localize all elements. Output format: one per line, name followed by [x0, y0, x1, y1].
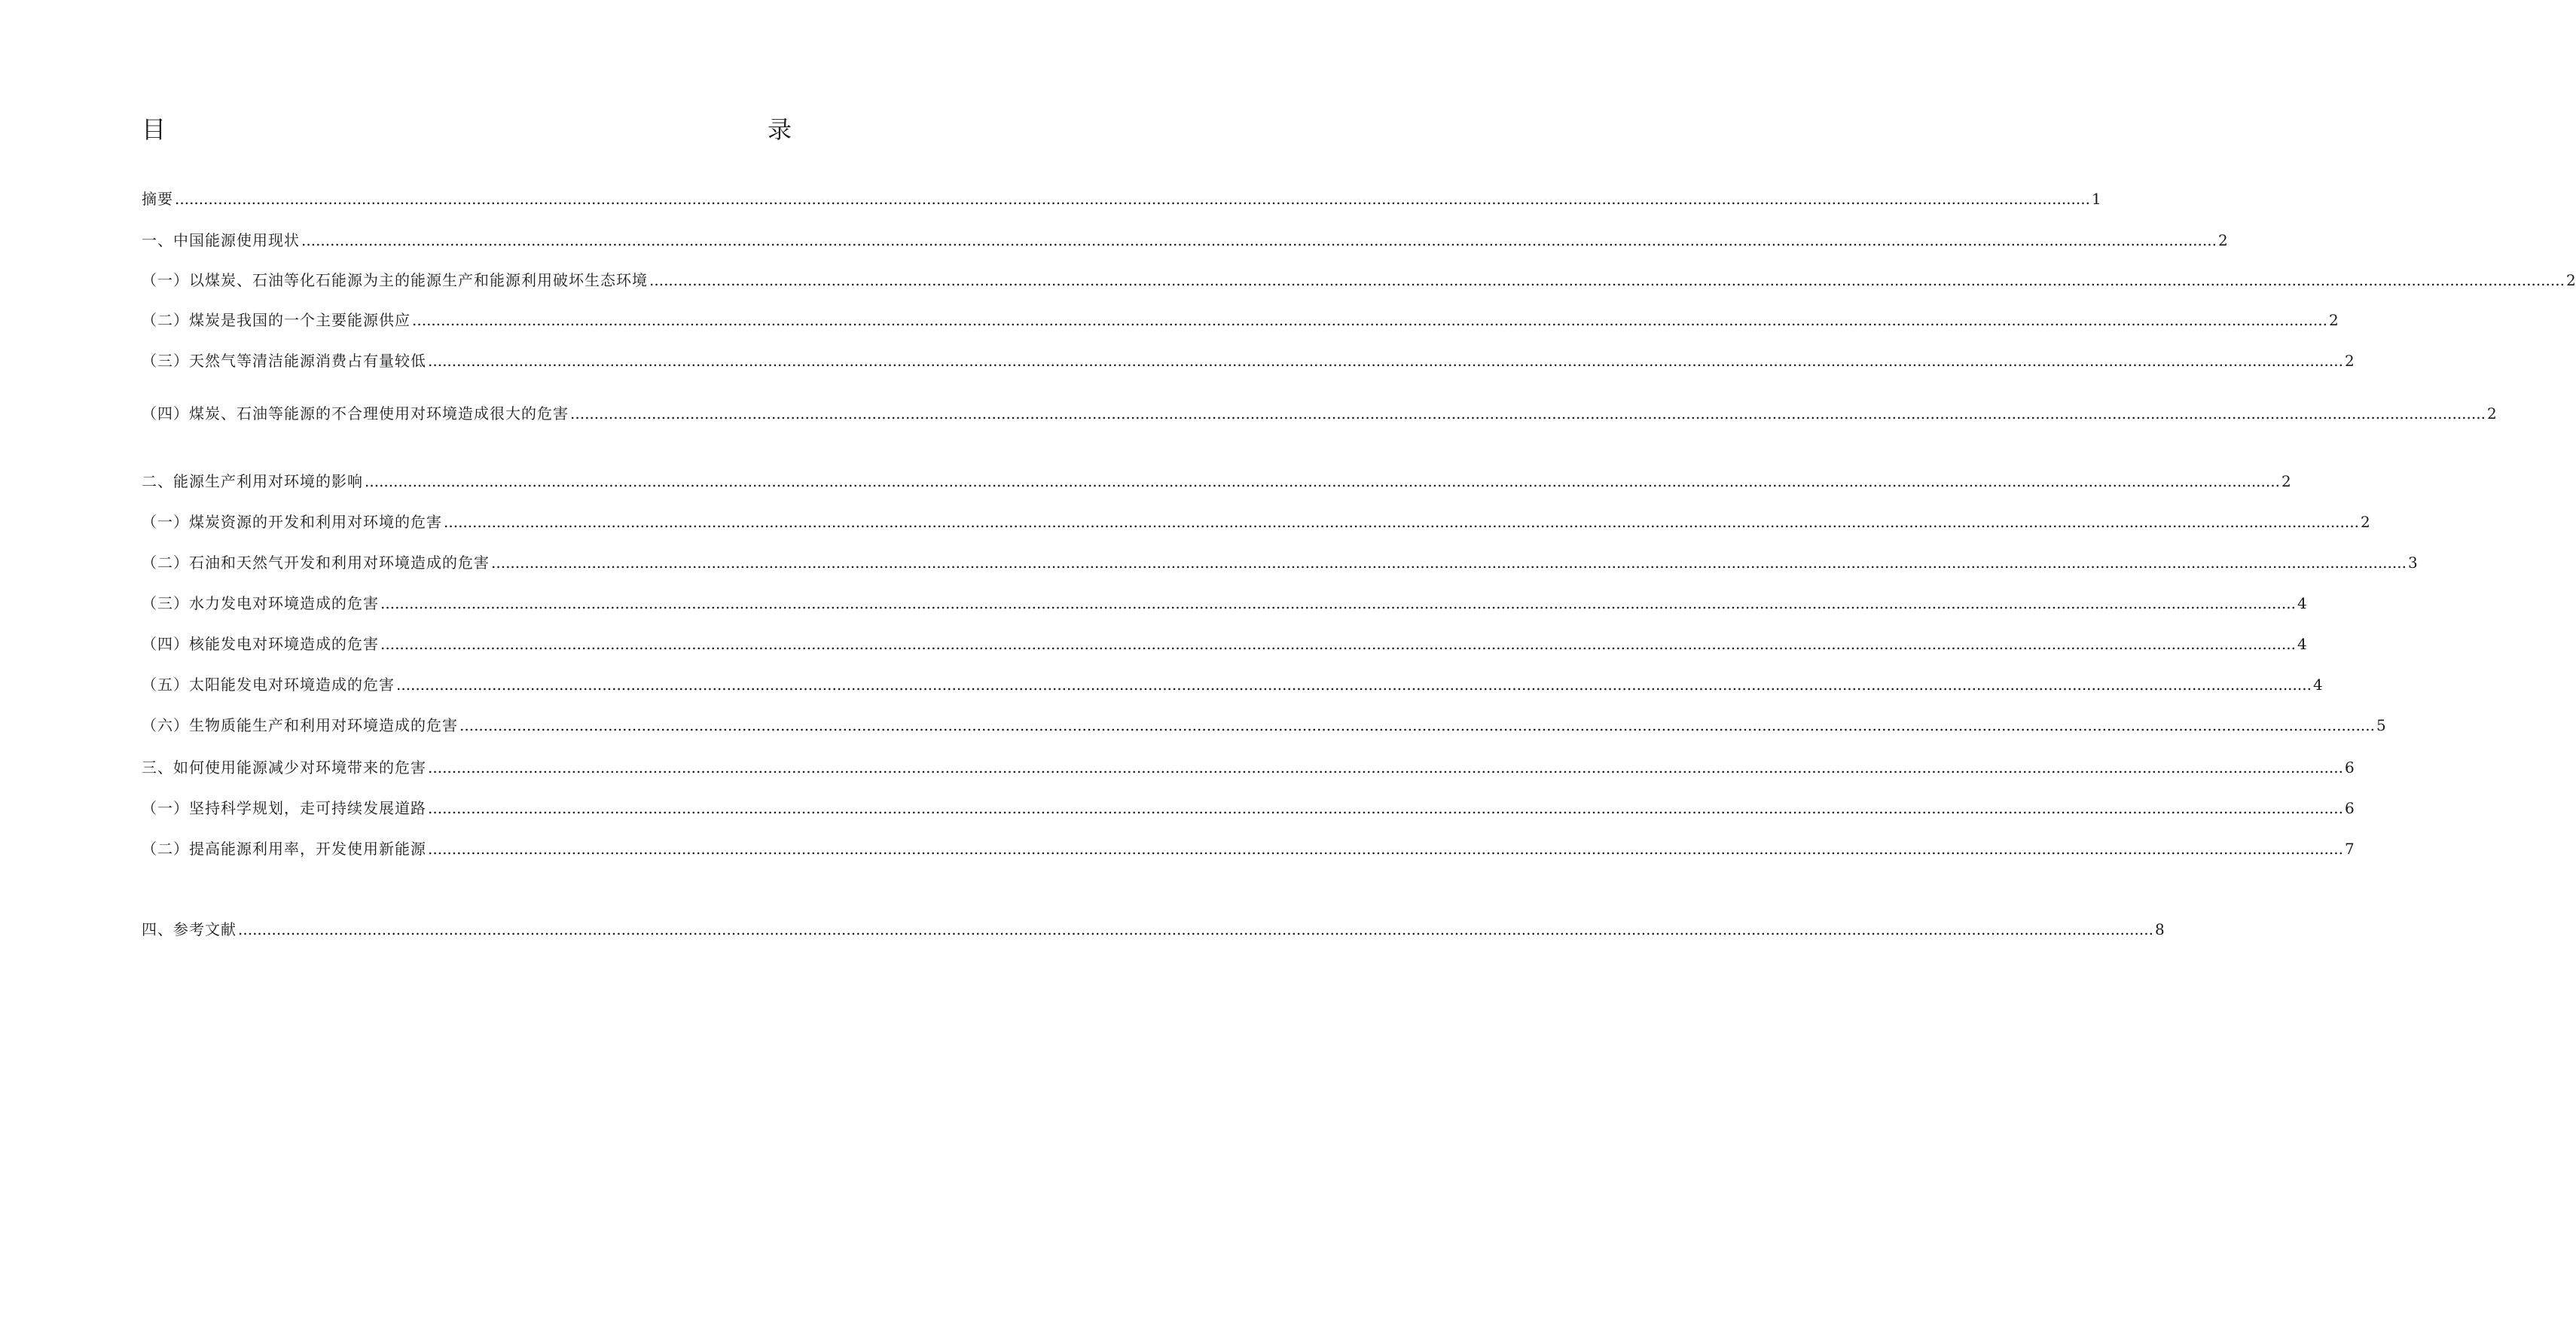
dot-leader: ................................................................................................................................................................................................................................................................................................................................................................................................................	[428, 352, 2343, 370]
toc-entry-abstract[interactable]	[142, 188, 2101, 210]
dot-leader: ................................................................................................................................................................................................................................................................................................................................................................................................................	[428, 758, 2343, 776]
toc-entry-label: （一）煤炭资源的开发和利用对环境的危害	[142, 513, 442, 531]
toc-entry-section-1[interactable]	[142, 229, 2228, 252]
toc-page-number: 3	[2407, 554, 2418, 572]
toc-entry-section-1-1[interactable]	[142, 269, 2576, 291]
toc-page-number: 2	[2217, 231, 2228, 249]
toc-entry-section-2-3[interactable]	[142, 592, 2307, 615]
toc-title-left-char: 目	[142, 115, 166, 144]
toc-page-number: 4	[2297, 635, 2307, 653]
dot-leader: ................................................................................................................................................................................................................................................................................................................................................................................................................	[175, 190, 2090, 208]
toc-entry-section-1-4[interactable]	[142, 402, 2497, 425]
toc-entry-label: （一）以煤炭、石油等化石能源为主的能源生产和能源利用破坏生态环境	[142, 271, 648, 289]
toc-entry-section-2-2[interactable]	[142, 551, 2418, 574]
toc-entry-label: （四）煤炭、石油等能源的不合理使用对环境造成很大的危害	[142, 404, 569, 423]
toc-entry-section-3[interactable]	[142, 756, 2355, 779]
toc-entry-label: （六）生物质能生产和利用对环境造成的危害	[142, 716, 458, 734]
toc-page-number: 6	[2344, 799, 2355, 817]
toc-entry-section-1-3[interactable]	[142, 349, 2355, 372]
toc-page-number: 2	[2565, 271, 2576, 289]
dot-leader: ................................................................................................................................................................................................................................................................................................................................................................................................................	[649, 271, 2565, 289]
dot-leader: ................................................................................................................................................................................................................................................................................................................................................................................................................	[301, 231, 2217, 249]
toc-page-number: 2	[2328, 311, 2339, 329]
toc-page-number: 4	[2312, 676, 2323, 694]
dot-leader: ................................................................................................................................................................................................................................................................................................................................................................................................................	[428, 840, 2343, 858]
toc-entry-label: 二、能源生产利用对环境的影响	[142, 472, 363, 490]
toc-entry-section-3-2[interactable]	[142, 837, 2355, 860]
toc-entry-label: （二）石油和天然气开发和利用对环境造成的危害	[142, 554, 490, 572]
toc-entry-label: 一、中国能源使用现状	[142, 231, 300, 249]
toc-entry-section-2-4[interactable]	[142, 633, 2307, 655]
toc-page-number: 2	[2344, 352, 2355, 370]
dot-leader: ................................................................................................................................................................................................................................................................................................................................................................................................................	[365, 472, 2280, 490]
toc-entry-label: （五）太阳能发电对环境造成的危害	[142, 676, 395, 694]
dot-leader: ................................................................................................................................................................................................................................................................................................................................................................................................................	[380, 635, 2296, 653]
toc-title	[142, 113, 792, 146]
toc-entry-label: （三）天然气等清洁能源消费占有量较低	[142, 352, 426, 370]
dot-leader: ................................................................................................................................................................................................................................................................................................................................................................................................................	[380, 594, 2296, 612]
toc-entry-label: 三、如何使用能源减少对环境带来的危害	[142, 758, 426, 776]
toc-title-right-char: 录	[767, 115, 792, 144]
dot-leader: ................................................................................................................................................................................................................................................................................................................................................................................................................	[444, 513, 2359, 531]
toc-entry-label: （二）提高能源利用率，开发使用新能源	[142, 840, 426, 858]
toc-page-number: 4	[2297, 594, 2307, 612]
toc-page-number: 1	[2091, 190, 2101, 208]
toc-entry-section-3-1[interactable]	[142, 797, 2355, 819]
dot-leader: ................................................................................................................................................................................................................................................................................................................................................................................................................	[412, 311, 2327, 329]
toc-entry-section-1-2[interactable]	[142, 309, 2339, 331]
dot-leader: ................................................................................................................................................................................................................................................................................................................................................................................................................	[396, 676, 2312, 694]
dot-leader: ................................................................................................................................................................................................................................................................................................................................................................................................................	[491, 554, 2407, 572]
toc-entry-label: （二）煤炭是我国的一个主要能源供应	[142, 311, 411, 329]
toc-page-number: 2	[2281, 472, 2291, 490]
toc-entry-section-2-6[interactable]	[142, 714, 2386, 737]
toc-entry-label: 四、参考文献	[142, 920, 237, 938]
toc-page-number: 7	[2344, 840, 2355, 858]
toc-entry-section-4[interactable]	[142, 918, 2165, 941]
dot-leader: ................................................................................................................................................................................................................................................................................................................................................................................................................	[238, 920, 2153, 938]
toc-entry-section-2-1[interactable]	[142, 511, 2370, 533]
toc-entry-section-2-5[interactable]	[142, 673, 2323, 696]
toc-page-number: 2	[2360, 513, 2370, 531]
toc-entry-label: （四）核能发电对环境造成的危害	[142, 635, 379, 653]
toc-page-number: 8	[2154, 920, 2165, 938]
dot-leader: ................................................................................................................................................................................................................................................................................................................................................................................................................	[459, 716, 2375, 734]
toc-page-number: 6	[2344, 758, 2355, 776]
toc-entry-label: 摘要	[142, 190, 173, 208]
toc-entry-label: （三）水力发电对环境造成的危害	[142, 594, 379, 612]
toc-entry-section-2[interactable]	[142, 470, 2291, 493]
dot-leader: ................................................................................................................................................................................................................................................................................................................................................................................................................	[428, 799, 2343, 817]
toc-page-number: 2	[2486, 404, 2497, 423]
toc-entry-label: （一）坚持科学规划，走可持续发展道路	[142, 799, 426, 817]
toc-page-number: 5	[2376, 716, 2386, 734]
dot-leader: ................................................................................................................................................................................................................................................................................................................................................................................................................	[570, 404, 2486, 423]
